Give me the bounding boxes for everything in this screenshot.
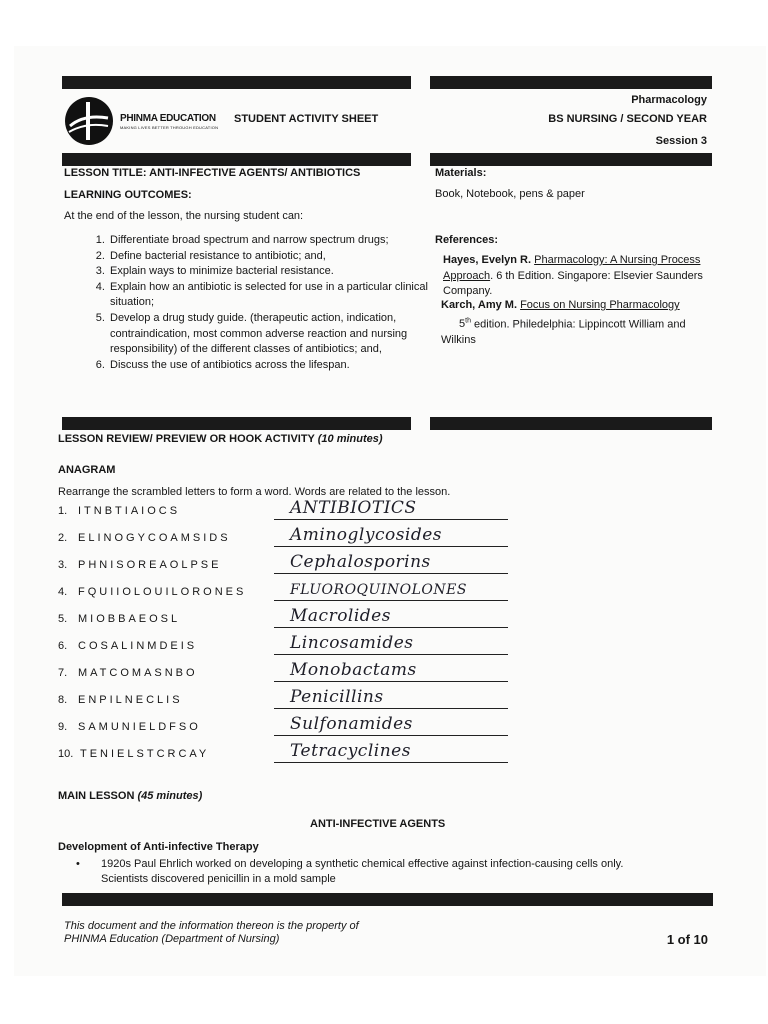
answer-line — [274, 546, 508, 547]
scrambled-word: MATCOMASNBO — [78, 667, 198, 679]
main-lesson-heading: MAIN LESSON (45 minutes) — [58, 790, 203, 802]
footer-bar — [62, 893, 713, 906]
anagram-row — [58, 554, 518, 581]
lesson-bar-right — [430, 153, 712, 166]
scrambled-word: ELINOGYCOAMSIDS — [78, 532, 231, 544]
scrambled-word: COSALINMDEIS — [78, 640, 198, 652]
answer-line — [274, 654, 508, 655]
handwritten-answer: Macrolides — [290, 606, 391, 626]
reference-edition: 5th — [459, 317, 471, 331]
reference-title: Pharmacology: A Nursing Process Approach — [443, 254, 701, 282]
bullet-text: 1920s Paul Ehrlich worked on developing a synthetic chemical effective against infection-causing cells only. — [101, 858, 624, 870]
anagram-row — [58, 662, 518, 689]
lesson-bar-left — [62, 153, 411, 166]
handwritten-answer: Monobactams — [290, 660, 417, 680]
handwritten-answer: FLUOROQUINOLONES — [290, 582, 467, 598]
handwritten-answer: Penicillins — [290, 687, 384, 707]
page-number: 1 of 10 — [666, 932, 708, 947]
reference-details: . 6 th Edition. Singapore: Elsevier Saunders Company. — [443, 269, 703, 297]
scrambled-word: TENIELSTCRCAY — [80, 748, 210, 760]
footer-note-line2: PHINMA Education (Department of Nursing) — [64, 933, 280, 945]
lesson-title: LESSON TITLE: ANTI-INFECTIVE AGENTS/ ANTIBIOTICS — [64, 167, 361, 179]
anagram-number: 5. — [58, 613, 68, 625]
anagram-number: 4. — [58, 586, 68, 598]
handwritten-answer: Lincosamides — [290, 633, 414, 653]
header-bar-right — [430, 76, 712, 89]
answer-line — [274, 708, 508, 709]
brand-name: PHINMA EDUCATION — [120, 113, 216, 124]
answer-line — [274, 735, 508, 736]
footer-note-line1: This document and the information thereon is the property of — [64, 920, 359, 932]
sheet-title: STUDENT ACTIVITY SHEET — [234, 113, 379, 125]
anagram-row — [58, 689, 518, 716]
program-label: BS NURSING / SECOND YEAR — [548, 113, 707, 125]
anagram-number: 10. — [58, 748, 74, 760]
session-label: Session 3 — [655, 135, 707, 147]
phinma-logo-icon — [64, 96, 114, 146]
anagram-number: 7. — [58, 667, 68, 679]
anagram-row — [58, 527, 518, 554]
anagram-instruction: Rearrange the scrambled letters to form a word. Words are related to the lesson. — [58, 486, 451, 498]
anagram-number: 2. — [58, 532, 68, 544]
answer-line — [274, 600, 508, 601]
section-subheading: Development of Anti-infective Therapy — [58, 841, 259, 853]
anagram-row — [58, 581, 518, 608]
reference-karch — [441, 298, 713, 348]
reference-title: Focus on Nursing Pharmacology — [520, 299, 680, 311]
anagram-row — [58, 716, 518, 743]
scrambled-word: ENPILNECLIS — [78, 694, 183, 706]
header-bar-left — [62, 76, 411, 89]
handwritten-answer: Aminoglycosides — [290, 525, 443, 545]
outcome-item: 5. Develop a drug study guide. (therapeutic action, indication, contraindication, most common adverse reaction and nursing responsibility) of the different classes of antibiotics; and, — [108, 311, 428, 358]
scrambled-word: SAMUNIELDFSO — [78, 721, 201, 733]
review-bar-left — [62, 417, 411, 430]
outcome-item: 1. Differentiate broad spectrum and narrow spectrum drugs; — [108, 233, 428, 249]
handwritten-answer: Cephalosporins — [290, 552, 431, 572]
answer-line — [274, 519, 508, 520]
anagram-row — [58, 635, 518, 662]
answer-line — [274, 762, 508, 763]
outcome-item: 6. Discuss the use of antibiotics across the lifespan. — [108, 358, 428, 374]
outcome-item: 4. Explain how an antibiotic is selected for use in a particular clinical situation; — [108, 280, 428, 311]
answer-line — [274, 681, 508, 682]
review-time: (10 minutes) — [317, 433, 383, 445]
handwritten-answer: Sulfonamides — [290, 714, 413, 734]
answer-line — [274, 627, 508, 628]
anagram-heading: ANAGRAM — [58, 464, 116, 476]
review-bar-right — [430, 417, 712, 430]
subject-label: Pharmacology — [631, 94, 707, 106]
handwritten-answer: ANTIBIOTICS — [290, 498, 417, 518]
anagram-row — [58, 500, 518, 527]
references-heading: References: — [435, 234, 498, 246]
materials-heading: Materials: — [435, 167, 487, 179]
scrambled-word: ITNBTIAIOCS — [78, 505, 181, 517]
learning-outcomes-list — [84, 233, 428, 373]
brand-tagline: MAKING LIVES BETTER THROUGH EDUCATION — [120, 125, 219, 130]
answer-line — [274, 573, 508, 574]
scrambled-word: MIOBBAEOSL — [78, 613, 181, 625]
anagram-number: 9. — [58, 721, 68, 733]
anagram-row — [58, 743, 518, 770]
outcome-item: 3. Explain ways to minimize bacterial resistance. — [108, 264, 428, 280]
main-lesson-time: (45 minutes) — [137, 790, 203, 802]
learning-outcomes-heading: LEARNING OUTCOMES: — [64, 189, 192, 201]
reference-details: edition. Philedelphia: Lippincott William and Wilkins — [441, 318, 686, 346]
handwritten-answer: Tetracyclines — [290, 741, 411, 761]
scrambled-word: PHNISOREAOLPSE — [78, 559, 222, 571]
outcome-item: 2. Define bacterial resistance to antibiotic; and, — [108, 249, 428, 265]
anagram-row — [58, 608, 518, 635]
scrambled-word: FQUIIOLOUILORONES — [78, 586, 247, 598]
review-heading: LESSON REVIEW/ PREVIEW OR HOOK ACTIVITY (10 minutes) — [58, 433, 383, 445]
bullet-text-continued: Scientists discovered penicillin in a mold sample — [101, 873, 336, 885]
anagram-number: 1. — [58, 505, 68, 517]
learning-outcomes-intro: At the end of the lesson, the nursing student can: — [64, 210, 304, 222]
anagram-number: 6. — [58, 640, 68, 652]
section-title: ANTI-INFECTIVE AGENTS — [310, 818, 446, 830]
anagram-number: 8. — [58, 694, 68, 706]
materials-text: Book, Notebook, pens & paper — [435, 188, 585, 200]
anagram-number: 3. — [58, 559, 68, 571]
reference-hayes — [443, 253, 713, 300]
bullet-icon: • — [76, 858, 80, 870]
reference-author: Karch, Amy M. — [441, 299, 518, 311]
reference-author: Hayes, Evelyn R. — [443, 254, 532, 266]
